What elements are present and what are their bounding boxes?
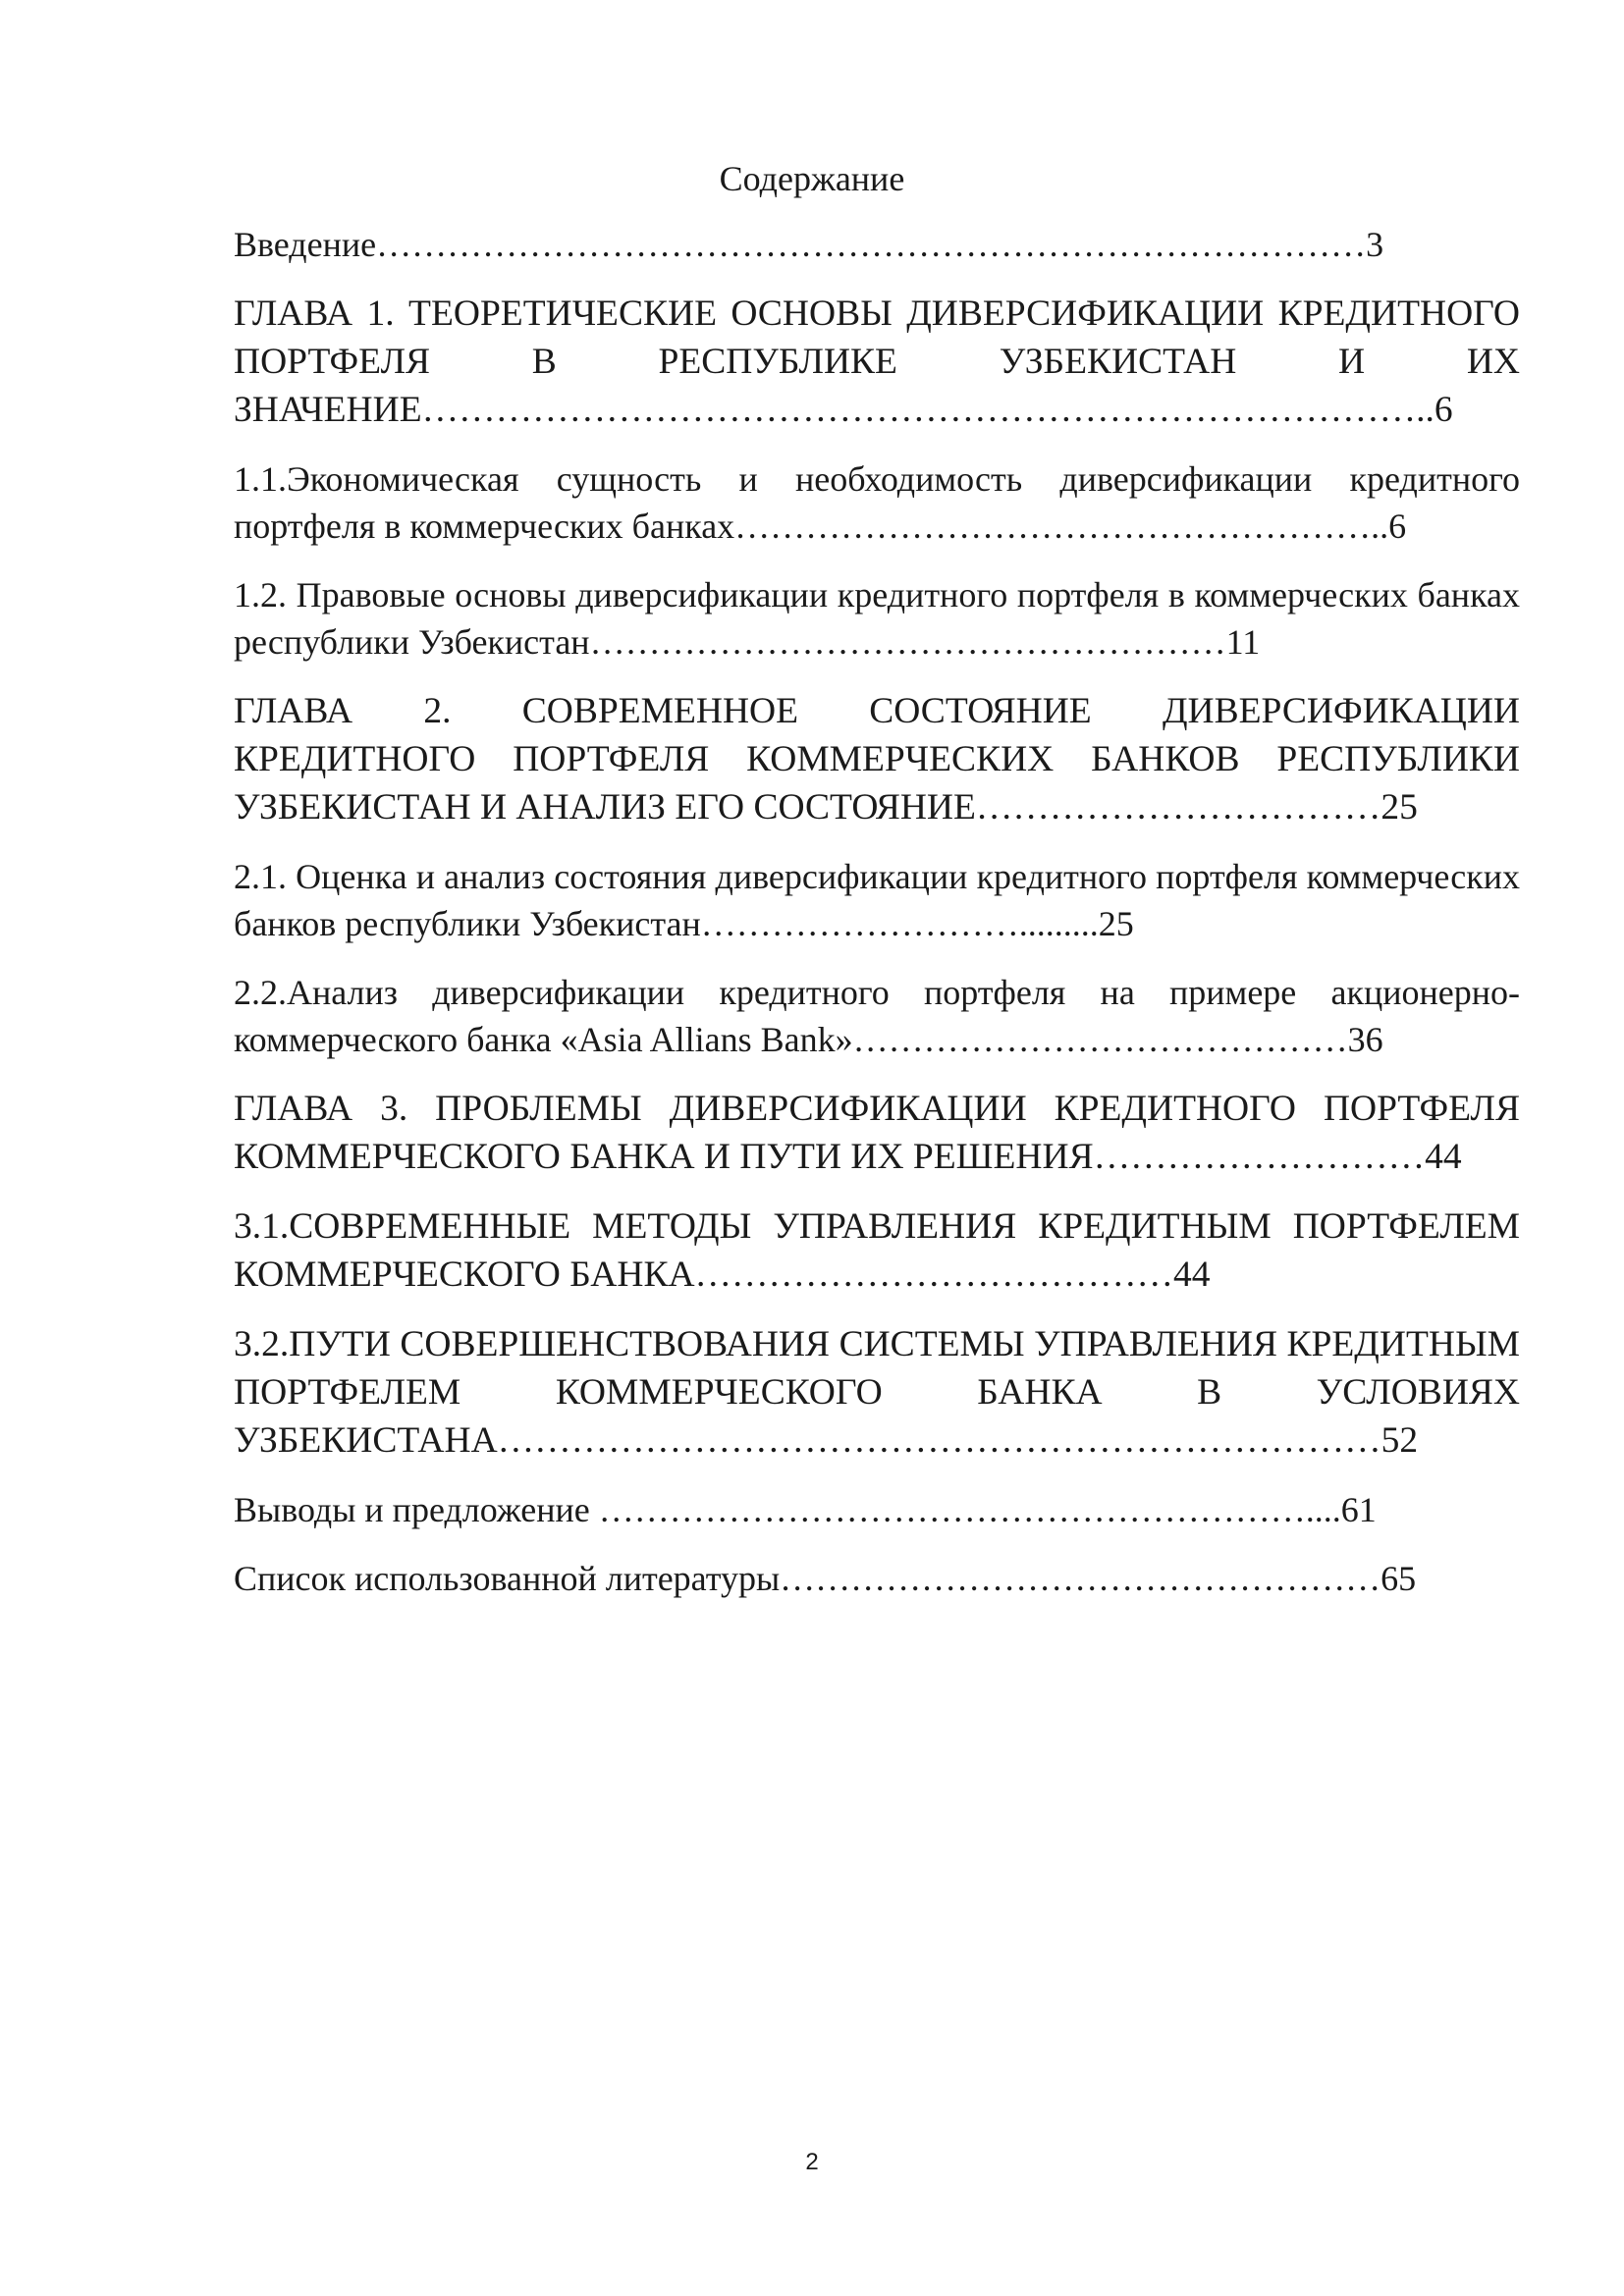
toc-entry-conclusions: Выводы и предложение ……………………………………………………....61 (234, 1490, 1377, 1529)
toc-entry-references: Список использованной литературы……………………………………………65 (234, 1559, 1417, 1598)
toc-entry-section-2-2: 2.2.Анализ диверсификации кредитного портфеля на примере акционерно-коммерческого банка «Asia Allians Bank»……………………………………36 (234, 973, 1520, 1059)
toc-entry-section-1-1: 1.1.Экономическая сущность и необходимость диверсификации кредитного портфеля в коммерческих банках………………………………………………..6 (234, 459, 1520, 546)
toc-entry-section-3-2: 3.2.ПУТИ СОВЕРШЕНСТВОВАНИЯ СИСТЕМЫ УПРАВЛЕНИЯ КРЕДИТНЫМ ПОРТФЕЛЕМ КОММЕРЧЕСКОГО БАНКА В УСЛОВИЯХ УЗБЕКИСТАНА………………………………………………………………52 (234, 1324, 1520, 1461)
table-of-contents (234, 221, 1520, 1602)
toc-entry-chapter-2: ГЛАВА 2. СОВРЕМЕННОЕ СОСТОЯНИЕ ДИВЕРСИФИКАЦИИ КРЕДИТНОГО ПОРТФЕЛЯ КОММЕРЧЕСКИХ БАНКОВ РЕСПУБЛИКИ УЗБЕКИСТАН И АНАЛИЗ ЕГО СОСТОЯНИЕ……………………………25 (234, 691, 1520, 828)
toc-entry-section-3-1: 3.1.СОВРЕМЕННЫЕ МЕТОДЫ УПРАВЛЕНИЯ КРЕДИТНЫМ ПОРТФЕЛЕМ КОММЕРЧЕСКОГО БАНКА…………………………………44 (234, 1206, 1520, 1295)
toc-title: Содержание (719, 159, 905, 198)
toc-entry-section-2-1: 2.1. Оценка и анализ состояния диверсификации кредитного портфеля коммерческих банков республики Узбекистан……………………….........25 (234, 857, 1520, 943)
toc-entry-section-1-2: 1.2. Правовые основы диверсификации кредитного портфеля в коммерческих банках республики Узбекистан………………………………………………11 (234, 575, 1520, 662)
toc-entry-chapter-1: ГЛАВА 1. ТЕОРЕТИЧЕСКИЕ ОСНОВЫ ДИВЕРСИФИКАЦИИ КРЕДИТНОГО ПОРТФЕЛЯ В РЕСПУБЛИКЕ УЗБЕКИСТАН И ИХ ЗНАЧЕНИЕ………………………………………………………………………..6 (234, 294, 1520, 430)
toc-entry-introduction: Введение…………………………………………………………………………3 (234, 225, 1384, 264)
page-number: 2 (805, 2149, 819, 2175)
toc-entry-chapter-3: ГЛАВА 3. ПРОБЛЕМЫ ДИВЕРСИФИКАЦИИ КРЕДИТНОГО ПОРТФЕЛЯ КОММЕРЧЕСКОГО БАНКА И ПУТИ ИХ РЕШЕНИЯ………………………44 (234, 1089, 1520, 1177)
